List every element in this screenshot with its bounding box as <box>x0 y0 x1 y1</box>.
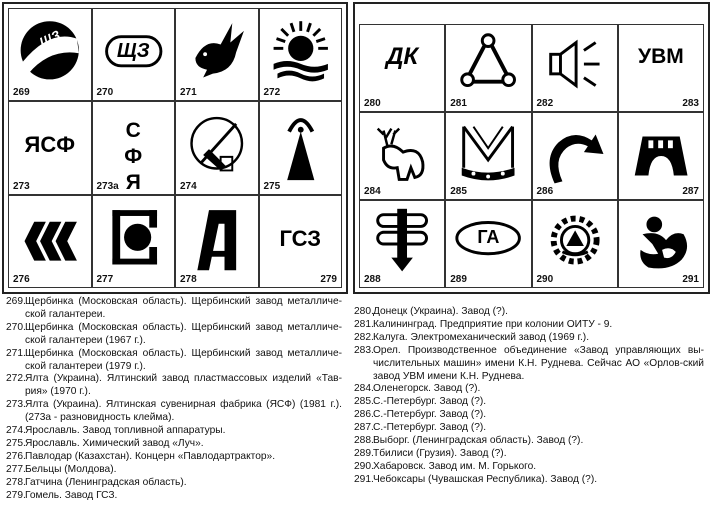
logo-number: 290 <box>536 274 554 285</box>
caption-276 <box>6 451 342 464</box>
caption-271 <box>6 348 342 374</box>
logo-cell-275 <box>259 101 343 194</box>
caption-text: Калуга. Электромеханический завод (1969 г.). <box>373 331 590 343</box>
caption-text: Калининград. Предприятие при колонии ОИТУ - 9. <box>373 318 613 330</box>
caption-number: 280. <box>354 306 374 317</box>
caption-284 <box>354 383 704 396</box>
logo-cell-284 <box>359 112 445 200</box>
caption-288 <box>354 435 704 448</box>
logo-number: 286 <box>536 186 554 197</box>
caption-text: С.-Петербург. Завод (?). <box>373 422 487 434</box>
caption-text: Чебоксары (Чувашская Республика). Завод (?). <box>373 473 598 485</box>
caption-text: Ярославль. Завод топливной аппаратуры. <box>25 425 226 437</box>
caption-number: 276. <box>6 450 26 462</box>
caption-291 <box>354 474 704 487</box>
caption-number: 272. <box>6 373 26 385</box>
caption-270 <box>6 322 342 348</box>
logo-cell-276 <box>8 195 92 288</box>
caption-number: 291. <box>354 473 374 485</box>
caption-text: Ярославль. Химический завод «Луч». <box>25 437 204 449</box>
logo-cell-273a <box>92 101 176 194</box>
caption-text: Гатчина (Ленинградская область). <box>25 476 187 488</box>
logo-cell-278 <box>175 195 259 288</box>
captions-right <box>354 306 704 487</box>
logo-number: 283 <box>682 98 699 109</box>
logo-cell-270 <box>92 8 176 101</box>
logo-cell-281 <box>445 24 531 112</box>
caption-285 <box>354 396 704 409</box>
logo-number: 285 <box>450 186 467 197</box>
logo-number: 270 <box>96 87 114 99</box>
logo-cell-283 <box>618 24 704 112</box>
caption-number: 278. <box>6 476 26 488</box>
caption-text: Гомель. Завод ГСЗ. <box>25 489 118 501</box>
right-logo-grid <box>359 24 704 288</box>
caption-273 <box>6 399 342 425</box>
caption-272 <box>6 373 342 399</box>
left-logo-grid <box>8 8 342 288</box>
caption-number: 269. <box>6 296 26 307</box>
logo-number: 278 <box>180 274 197 285</box>
caption-287 <box>354 422 704 435</box>
caption-275 <box>6 438 342 451</box>
logo-289-glyph: ГА <box>477 227 500 247</box>
caption-text: Выборг. (Ленинградская область). Завод (?). <box>373 435 584 447</box>
caption-text: Ялта (Украина). Ялтинская сувенирная фабрика (ЯСФ) (1981 г.). (273а - разновидность клейма). <box>25 399 342 424</box>
logo-number: 284 <box>364 186 381 197</box>
caption-number: 284. <box>354 383 374 395</box>
caption-number: 271. <box>6 347 26 359</box>
logo-273-glyph: ЯСФ <box>24 132 75 158</box>
caption-number: 274. <box>6 425 26 437</box>
caption-text: Оленегорск. Завод (?). <box>373 383 481 395</box>
logo-269-glyph: ЩЗ <box>36 27 63 50</box>
caption-number: 281. <box>354 318 374 330</box>
caption-283 <box>354 345 704 384</box>
logo-cell-286 <box>532 112 618 200</box>
caption-number: 273. <box>6 399 26 411</box>
captions-left <box>6 296 342 503</box>
logo-number: 279 <box>320 274 337 285</box>
logo-number: 289 <box>450 274 467 285</box>
caption-number: 275. <box>6 437 26 449</box>
logo-number: 281 <box>450 98 467 109</box>
caption-282 <box>354 332 704 345</box>
caption-number: 285. <box>354 396 374 408</box>
caption-text: С.-Петербург. Завод (?). <box>373 396 487 408</box>
caption-text: Тбилиси (Грузия). Завод (?). <box>373 447 507 459</box>
logo-269-sub: АА <box>50 53 73 75</box>
caption-277 <box>6 464 342 477</box>
logo-cell-285 <box>445 112 531 200</box>
logo-283-glyph: УВМ <box>638 45 684 68</box>
logo-cell-290 <box>532 200 618 288</box>
logo-number: 276 <box>13 274 30 285</box>
logo-270-glyph: ЩЗ <box>116 40 150 62</box>
logo-cell-271 <box>175 8 259 101</box>
left-logo-panel <box>2 2 348 294</box>
logo-number: 275 <box>263 180 281 192</box>
caption-text: Орел. Производственное объединение «Завод управляющих вы-числительных машин» имени К.Н. Руднева. Сейчас АО «Орлов-ский завод УВМ имени К.Н. Руднева. <box>373 344 704 382</box>
logo-number: 274 <box>180 180 197 192</box>
logo-cell-279 <box>259 195 343 288</box>
caption-290 <box>354 461 704 474</box>
caption-text: Щербинка (Московская область). Щербинский завод металличе-ской галантереи (1967 г.). <box>25 321 342 346</box>
logo-cell-289 <box>445 200 531 288</box>
caption-number: 279. <box>6 489 26 501</box>
caption-text: Павлодар (Казахстан). Концерн «Павлодартрактор». <box>25 450 276 462</box>
logo-cell-274 <box>175 101 259 194</box>
logo-number: 272 <box>263 87 281 99</box>
caption-text: Щербинка (Московская область). Щербинский завод металличе-ской галантереи. <box>25 296 342 320</box>
logo-number: 271 <box>180 87 197 99</box>
caption-280 <box>354 306 704 319</box>
logo-number: 291 <box>682 274 699 285</box>
logo-cell-282 <box>532 24 618 112</box>
caption-number: 288. <box>354 435 374 447</box>
caption-274 <box>6 425 342 438</box>
caption-number: 286. <box>354 409 374 421</box>
logo-279-glyph: ГСЗ <box>279 225 322 251</box>
caption-286 <box>354 409 704 422</box>
caption-269 <box>6 296 342 322</box>
logo-number: 273а <box>96 180 119 192</box>
caption-text: С.-Петербург. Завод (?). <box>373 409 487 421</box>
caption-number: 277. <box>6 463 26 475</box>
logo-cell-287 <box>618 112 704 200</box>
caption-text: Ялта (Украина). Ялтинский завод пластмассовых изделий «Тав-рия» (1970 г.). <box>25 373 342 398</box>
logo-number: 273 <box>13 180 30 192</box>
logo-cell-272 <box>259 8 343 101</box>
caption-text: Хабаровск. Завод им. М. Горького. <box>373 460 537 472</box>
logo-number: 288 <box>364 274 381 285</box>
logo-number: 269 <box>13 87 30 99</box>
logo-number: 287 <box>682 186 699 197</box>
caption-number: 270. <box>6 321 26 333</box>
logo-280-glyph: ДК <box>386 43 419 70</box>
caption-number: 290. <box>354 460 374 472</box>
logo-cell-277 <box>92 195 176 288</box>
caption-text: Донецк (Украина). Завод (?). <box>373 306 508 317</box>
logo-number: 282 <box>536 98 554 109</box>
caption-279 <box>6 490 342 503</box>
caption-number: 289. <box>354 447 374 459</box>
logo-cell-288 <box>359 200 445 288</box>
caption-number: 287. <box>354 422 374 434</box>
logo-cell-273 <box>8 101 92 194</box>
logo-cell-269 <box>8 8 92 101</box>
caption-289 <box>354 448 704 461</box>
logo-273a-glyph: С Ф Я <box>124 119 143 195</box>
logo-number: 277 <box>96 274 114 285</box>
caption-281 <box>354 319 704 332</box>
logo-cell-291 <box>618 200 704 288</box>
caption-text: Щербинка (Московская область). Щербинский завод металличе-ской галантереи (1979 г.). <box>25 347 342 372</box>
caption-278 <box>6 477 342 490</box>
caption-number: 282. <box>354 331 374 343</box>
right-logo-panel <box>353 2 710 294</box>
logo-cell-280 <box>359 24 445 112</box>
caption-number: 283. <box>354 344 374 356</box>
caption-text: Бельцы (Молдова). <box>25 463 117 475</box>
logo-number: 280 <box>364 98 381 109</box>
